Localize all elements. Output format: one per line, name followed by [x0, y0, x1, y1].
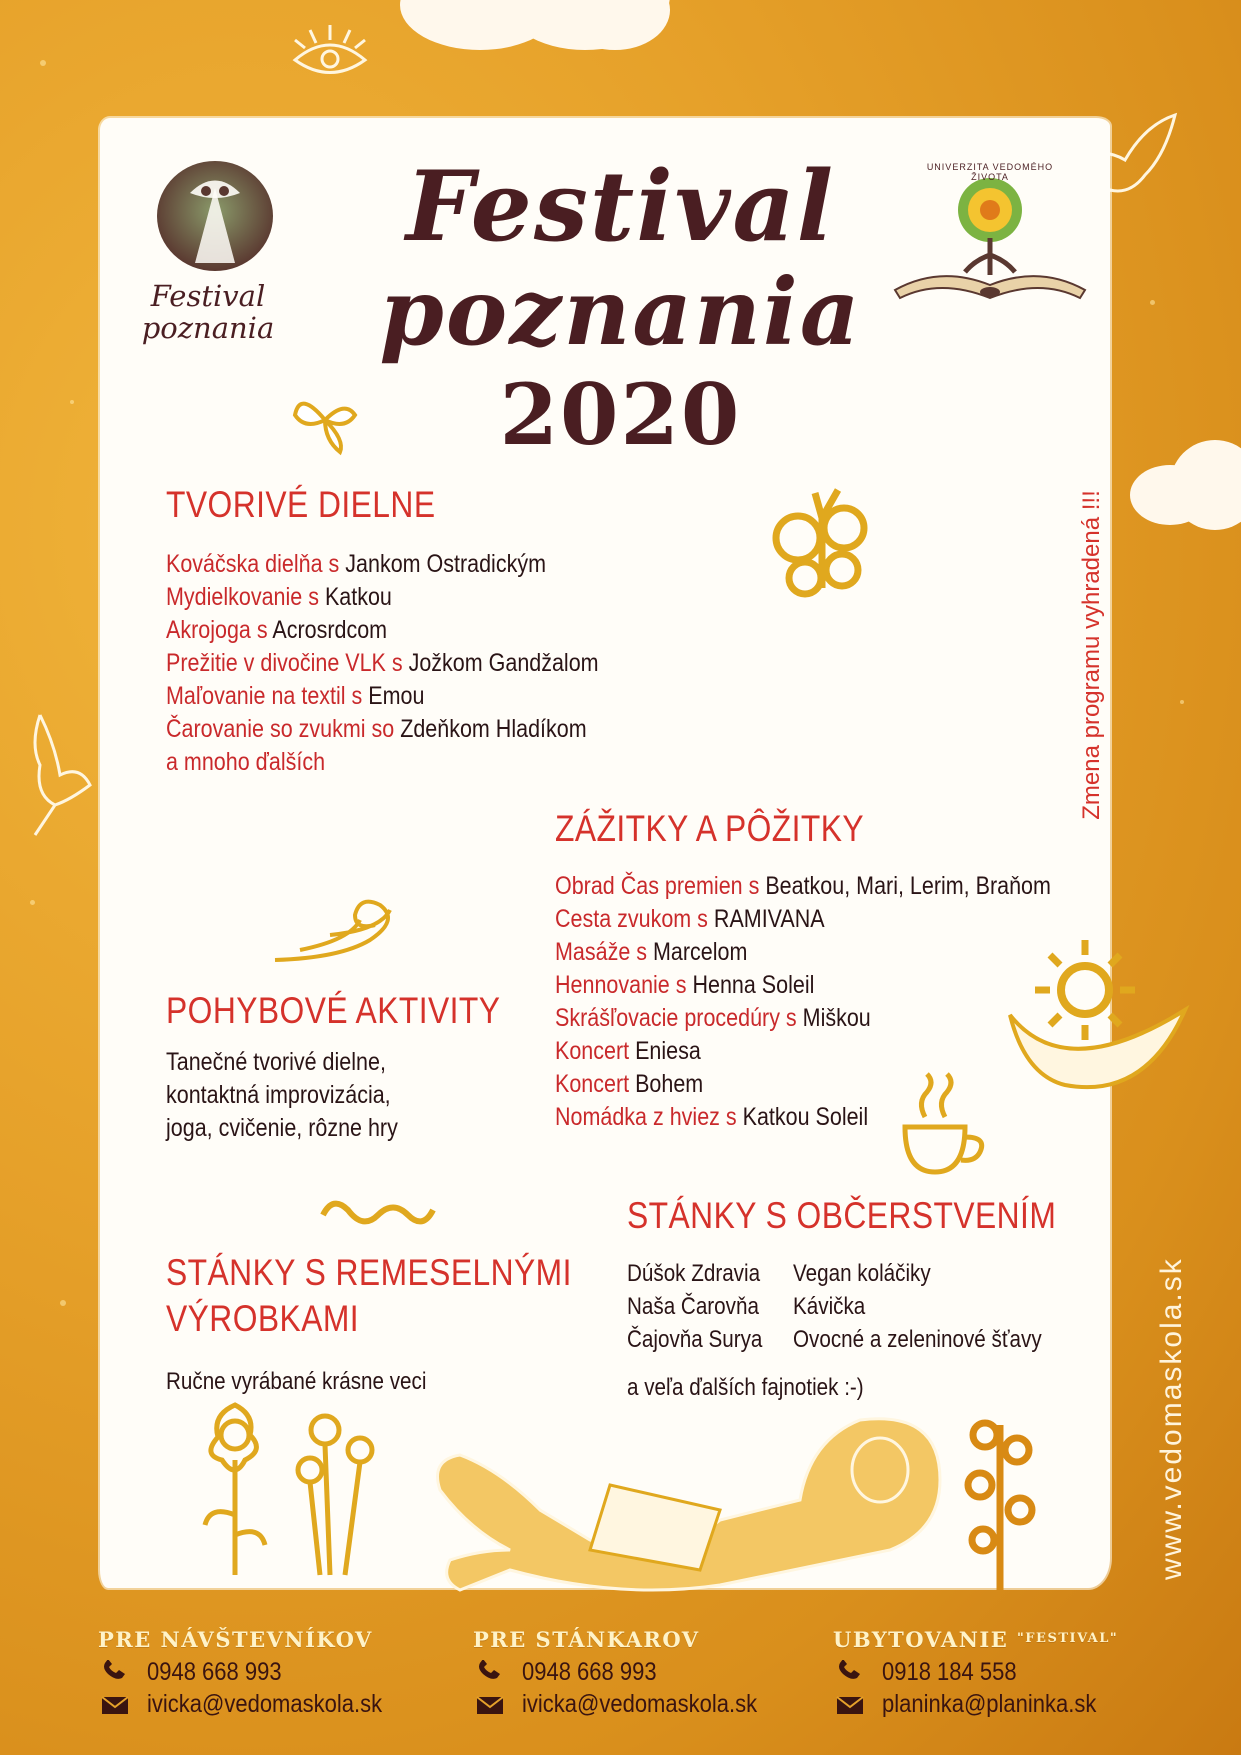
reading-person-illustration: [420, 1400, 960, 1610]
email-icon: [475, 1694, 505, 1716]
workshop-item: a mnoho ďalších: [166, 748, 326, 776]
flowers-illustration: [180, 1395, 420, 1585]
program-change-note: Zmena programu vyhradená !!!: [1078, 490, 1105, 820]
swirl-ornament-icon: [318, 1190, 438, 1240]
workshop-item: Kováčska dielňa s Jankom Ostradickým: [166, 550, 546, 578]
food-vendor: Naša Čarovňa: [627, 1293, 759, 1320]
website-url[interactable]: www.vedomaskola.sk: [1155, 1257, 1188, 1580]
experience-item: Obrad Čas premien s Beatkou, Mari, Lerim, Braňom: [555, 872, 1051, 900]
experiences-heading: ZÁŽITKY A PÔŽITKY: [555, 808, 865, 849]
tea-cup-icon: [895, 1072, 995, 1182]
crafts-heading-line2: VÝROBKAMI: [166, 1298, 360, 1339]
workshops-heading: TVORIVÉ DIELNE: [166, 484, 436, 525]
contact-heading-quote: "FESTIVAL": [1017, 1631, 1119, 1646]
title-festival: Festival: [405, 150, 836, 263]
food-vendor: Dúšok Zdravia: [627, 1260, 761, 1287]
phone-number[interactable]: 0948 668 993: [522, 1658, 657, 1686]
eye-icon: [280, 15, 380, 95]
swirl-wind-icon: [270, 880, 420, 970]
logo-line-2: poznania: [141, 311, 275, 345]
experience-item: Nomádka z hviez s Katkou Soleil: [555, 1103, 869, 1131]
bird-icon-left: [10, 705, 100, 845]
contact-heading: PRE STÁNKAROV: [473, 1627, 700, 1652]
butterfly-icon-large: [760, 478, 880, 608]
experience-item: Cesta zvukom s RAMIVANA: [555, 905, 825, 933]
workshop-item: Čarovanie so zvukmi so Zdeňkom Hladíkom: [166, 715, 587, 743]
movement-line: Tanečné tvorivé dielne,: [166, 1048, 386, 1076]
email-icon: [100, 1694, 130, 1716]
university-logo: [890, 160, 1090, 310]
butterfly-icon-small: [285, 380, 365, 460]
contact-heading-text: UBYTOVANIE: [833, 1627, 1009, 1652]
email-address[interactable]: ivicka@vedomaskola.sk: [522, 1690, 758, 1718]
experience-item: Masáže s Marcelom: [555, 938, 748, 966]
experience-item: Koncert Eniesa: [555, 1037, 701, 1065]
spiral-plant-icon: [955, 1405, 1045, 1595]
movement-line: joga, cvičenie, rôzne hry: [166, 1114, 398, 1142]
workshop-item: Prežitie v divočine VLK s Jožkom Gandžalom: [166, 649, 599, 677]
movement-heading: POHYBOVÉ AKTIVITY: [166, 990, 501, 1031]
food-heading: STÁNKY S OBČERSTVENÍM: [627, 1195, 1057, 1236]
phone-number[interactable]: 0918 184 558: [882, 1658, 1017, 1686]
university-logo-text: UNIVERZITA VEDOMÉHO ŽIVOTA: [926, 162, 1054, 182]
email-address[interactable]: ivicka@vedomaskola.sk: [147, 1690, 383, 1718]
logo-line-1: Festival: [150, 279, 266, 313]
sun-moon-icon: [1005, 935, 1205, 1105]
experience-item: Hennovanie s Henna Soleil: [555, 971, 815, 999]
crafts-heading-line1: STÁNKY S REMESELNÝMI: [166, 1252, 572, 1293]
phone-icon: [100, 1660, 130, 1682]
workshop-item: Maľovanie na textil s Emou: [166, 682, 425, 710]
food-footer: a veľa ďalších fajnotiek :-): [627, 1374, 864, 1401]
experience-item: Koncert Bohem: [555, 1070, 704, 1098]
crafts-text: Ručne vyrábané krásne veci: [166, 1368, 427, 1395]
email-icon: [835, 1694, 865, 1716]
phone-icon: [475, 1660, 505, 1682]
workshop-item: Akrojoga s Acrosrdcom: [166, 616, 388, 644]
food-vendor: Čajovňa Surya: [627, 1326, 763, 1353]
food-vendor: Vegan koláčiky: [793, 1260, 931, 1287]
title-poznania: poznania: [379, 258, 862, 366]
food-vendor: Kávička: [793, 1293, 866, 1320]
contact-heading: [833, 1627, 1118, 1652]
food-vendor: Ovocné a zeleninové šťavy: [793, 1326, 1042, 1353]
workshop-item: Mydielkovanie s Katkou: [166, 583, 392, 611]
email-address[interactable]: planinka@planinka.sk: [882, 1690, 1097, 1718]
title-year: 2020: [499, 365, 742, 464]
phone-icon: [835, 1660, 865, 1682]
movement-line: kontaktná improvizácia,: [166, 1081, 391, 1109]
phone-number[interactable]: 0948 668 993: [147, 1658, 282, 1686]
experience-item: Skrášľovacie procedúry s Miškou: [555, 1004, 871, 1032]
contact-heading: PRE NÁVŠTEVNÍKOV: [98, 1627, 373, 1652]
